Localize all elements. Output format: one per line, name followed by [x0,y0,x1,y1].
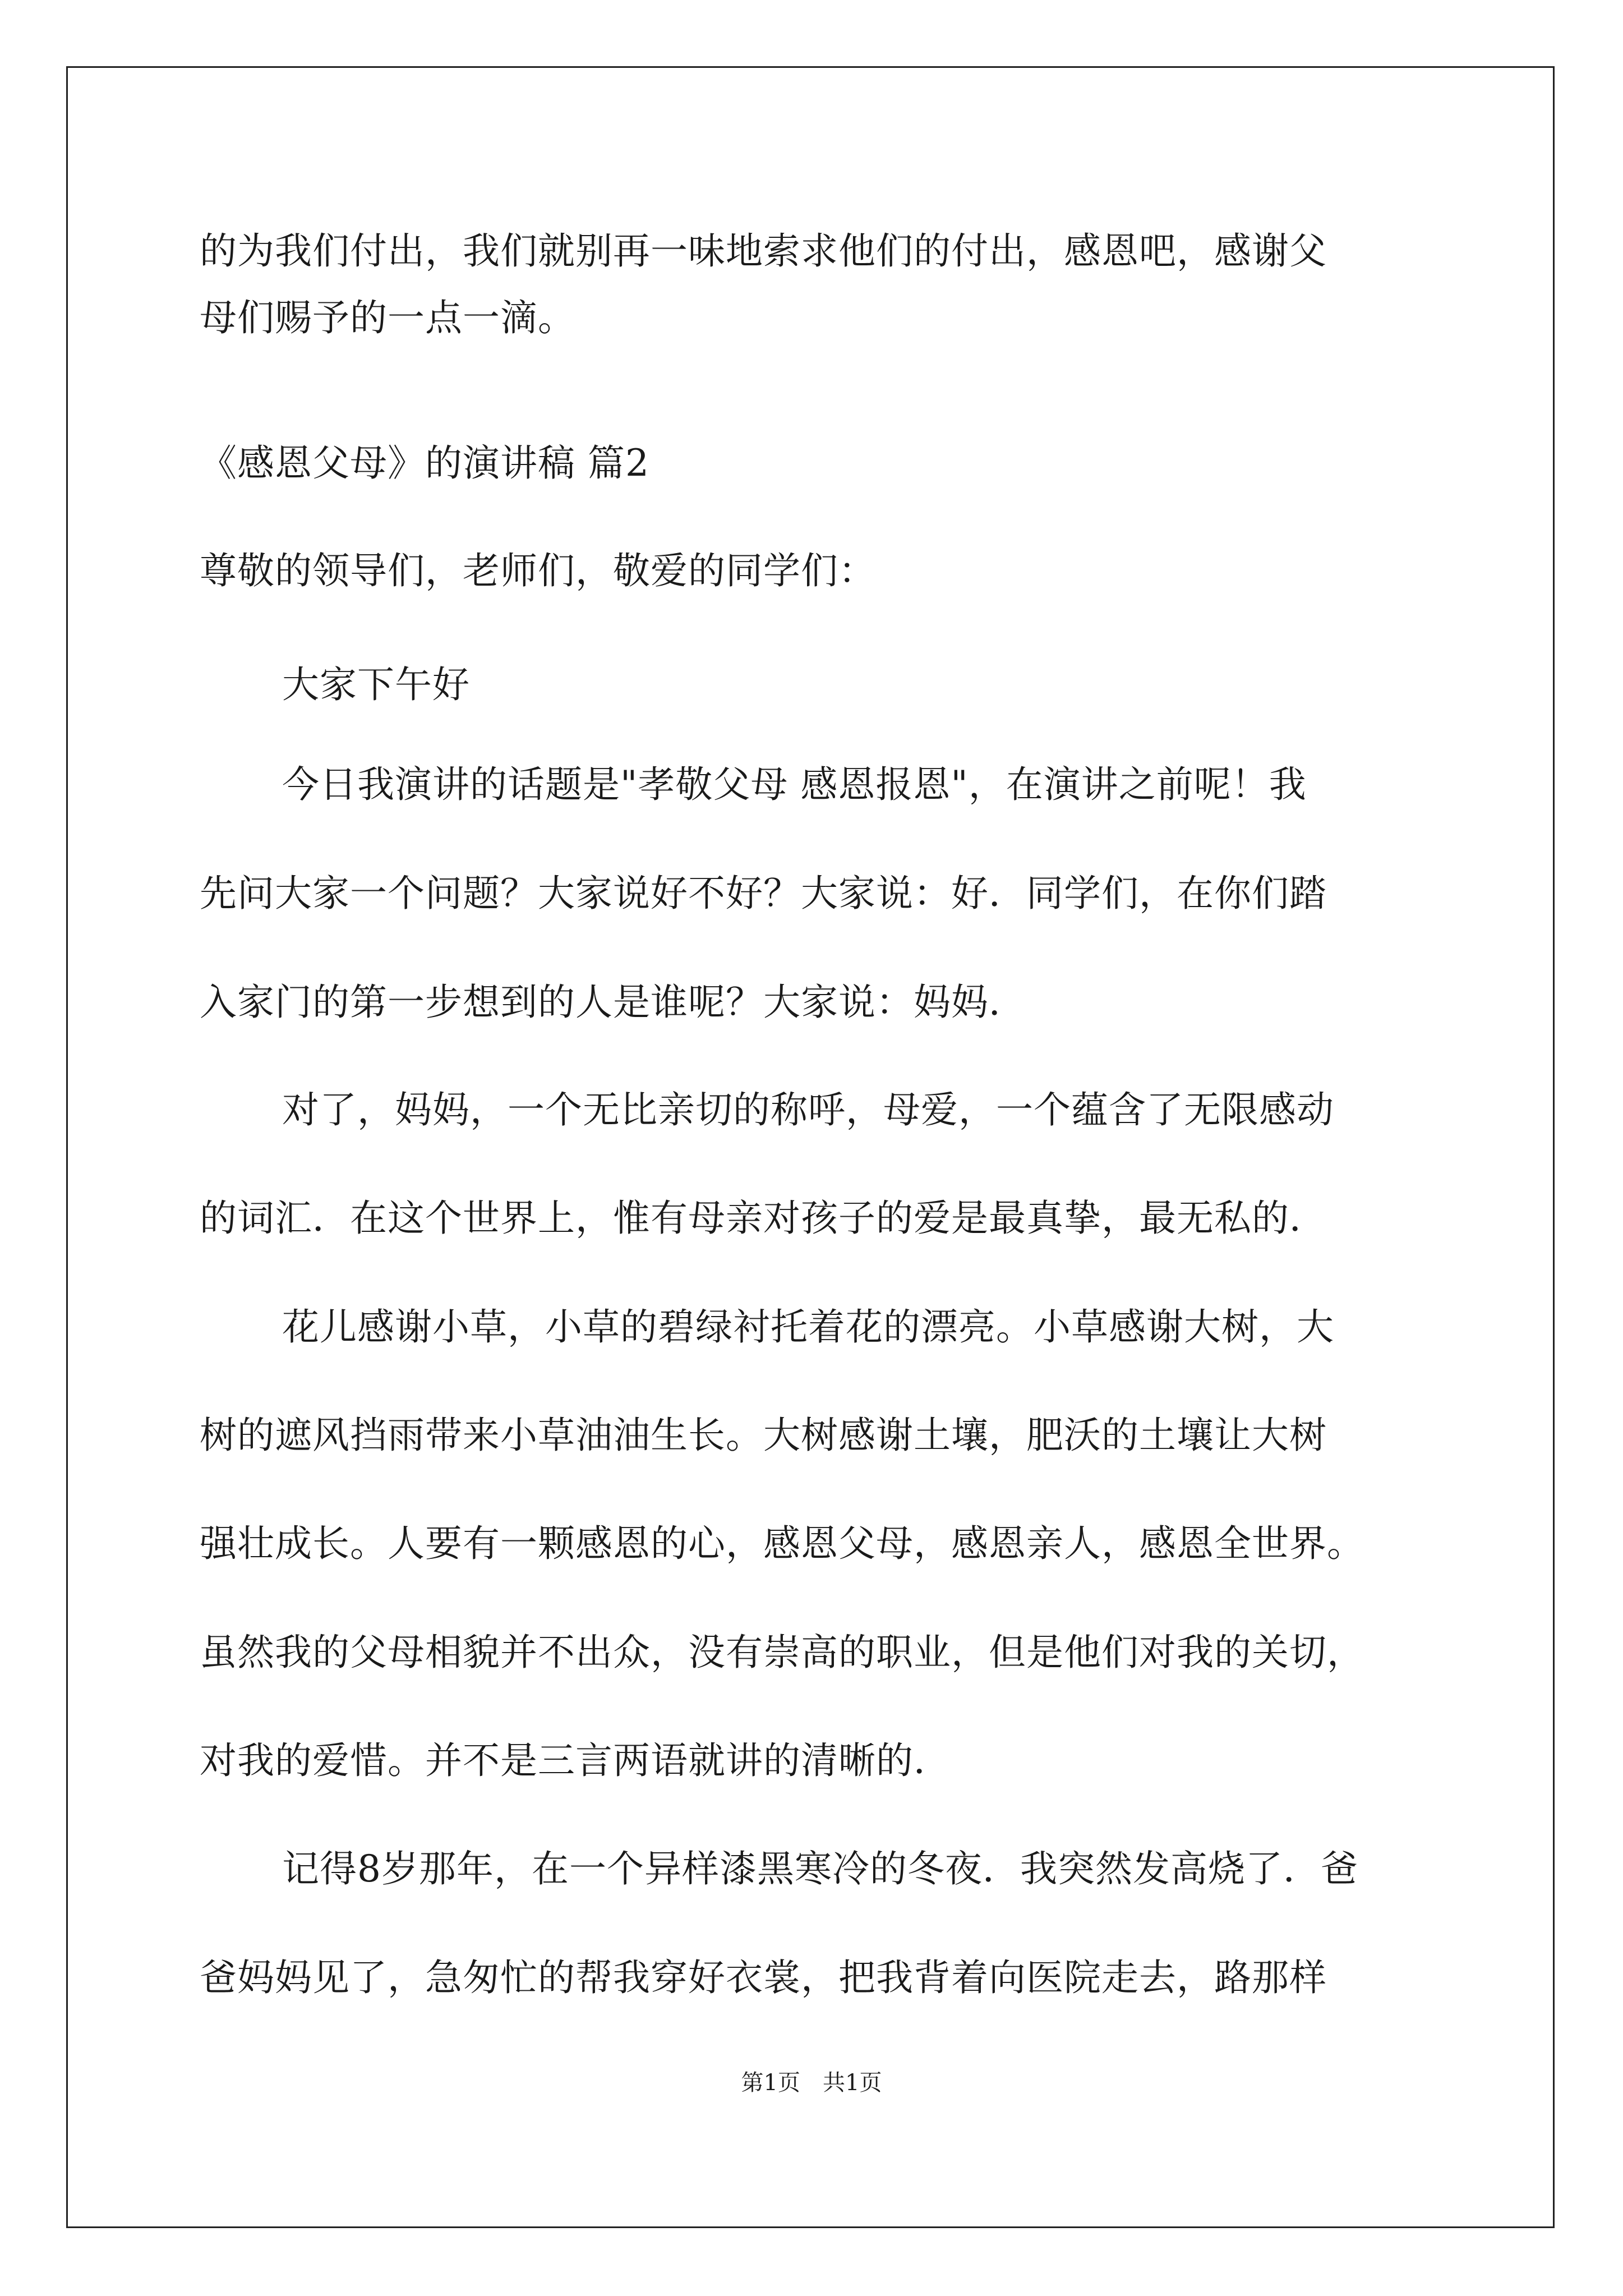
text-line: 树的遮风挡雨带来小草油油生长。大树感谢土壤，肥沃的土壤让大树 [200,1414,1327,1457]
text-line: 的为我们付出，我们就别再一味地索求他们的付出，感恩吧，感谢父 [200,229,1327,273]
text-line: 虽然我的父母相貌并不出众，没有崇高的职业，但是他们对我的关切， [200,1631,1364,1674]
text-line: 入家门的第一步想到的人是谁呢？大家说：妈妈． [200,981,1026,1024]
text-line: 对了，妈妈，一个无比亲切的称呼，母爱，一个蕴含了无限感动 [282,1088,1334,1131]
page-border [66,66,1555,2228]
page-number-footer: 第1页 共1页 [741,2070,882,2096]
text-line: 爸妈妈见了，急匆忙的帮我穿好衣裳，把我背着向医院走去，路那样 [200,1956,1327,1999]
text-line: 今日我演讲的话题是"孝敬父母 感恩报恩"，在演讲之前呢！我 [282,763,1307,806]
text-line: 先问大家一个问题？大家说好不好？大家说：好．同学们，在你们踏 [200,872,1327,915]
text-line: 对我的爱惜。并不是三言两语就讲的清晰的． [200,1739,951,1782]
text-line: 记得8岁那年，在一个异样漆黑寒冷的冬夜．我突然发高烧了．爸 [282,1847,1358,1890]
text-line: 花儿感谢小草，小草的碧绿衬托着花的漂亮。小草感谢大树，大 [282,1305,1334,1349]
section-heading: 《感恩父母》的演讲稿 篇2 [200,441,649,485]
greeting: 大家下午好 [282,663,470,706]
salutation: 尊敬的领导们，老师们，敬爱的同学们： [200,549,876,592]
text-line: 母们赐予的一点一滴。 [200,296,575,339]
text-line: 的词汇．在这个世界上，惟有母亲对孩子的爱是最真挚，最无私的． [200,1197,1327,1240]
text-line: 强壮成长。人要有一颗感恩的心，感恩父母，感恩亲人，感恩全世界。 [200,1522,1364,1565]
